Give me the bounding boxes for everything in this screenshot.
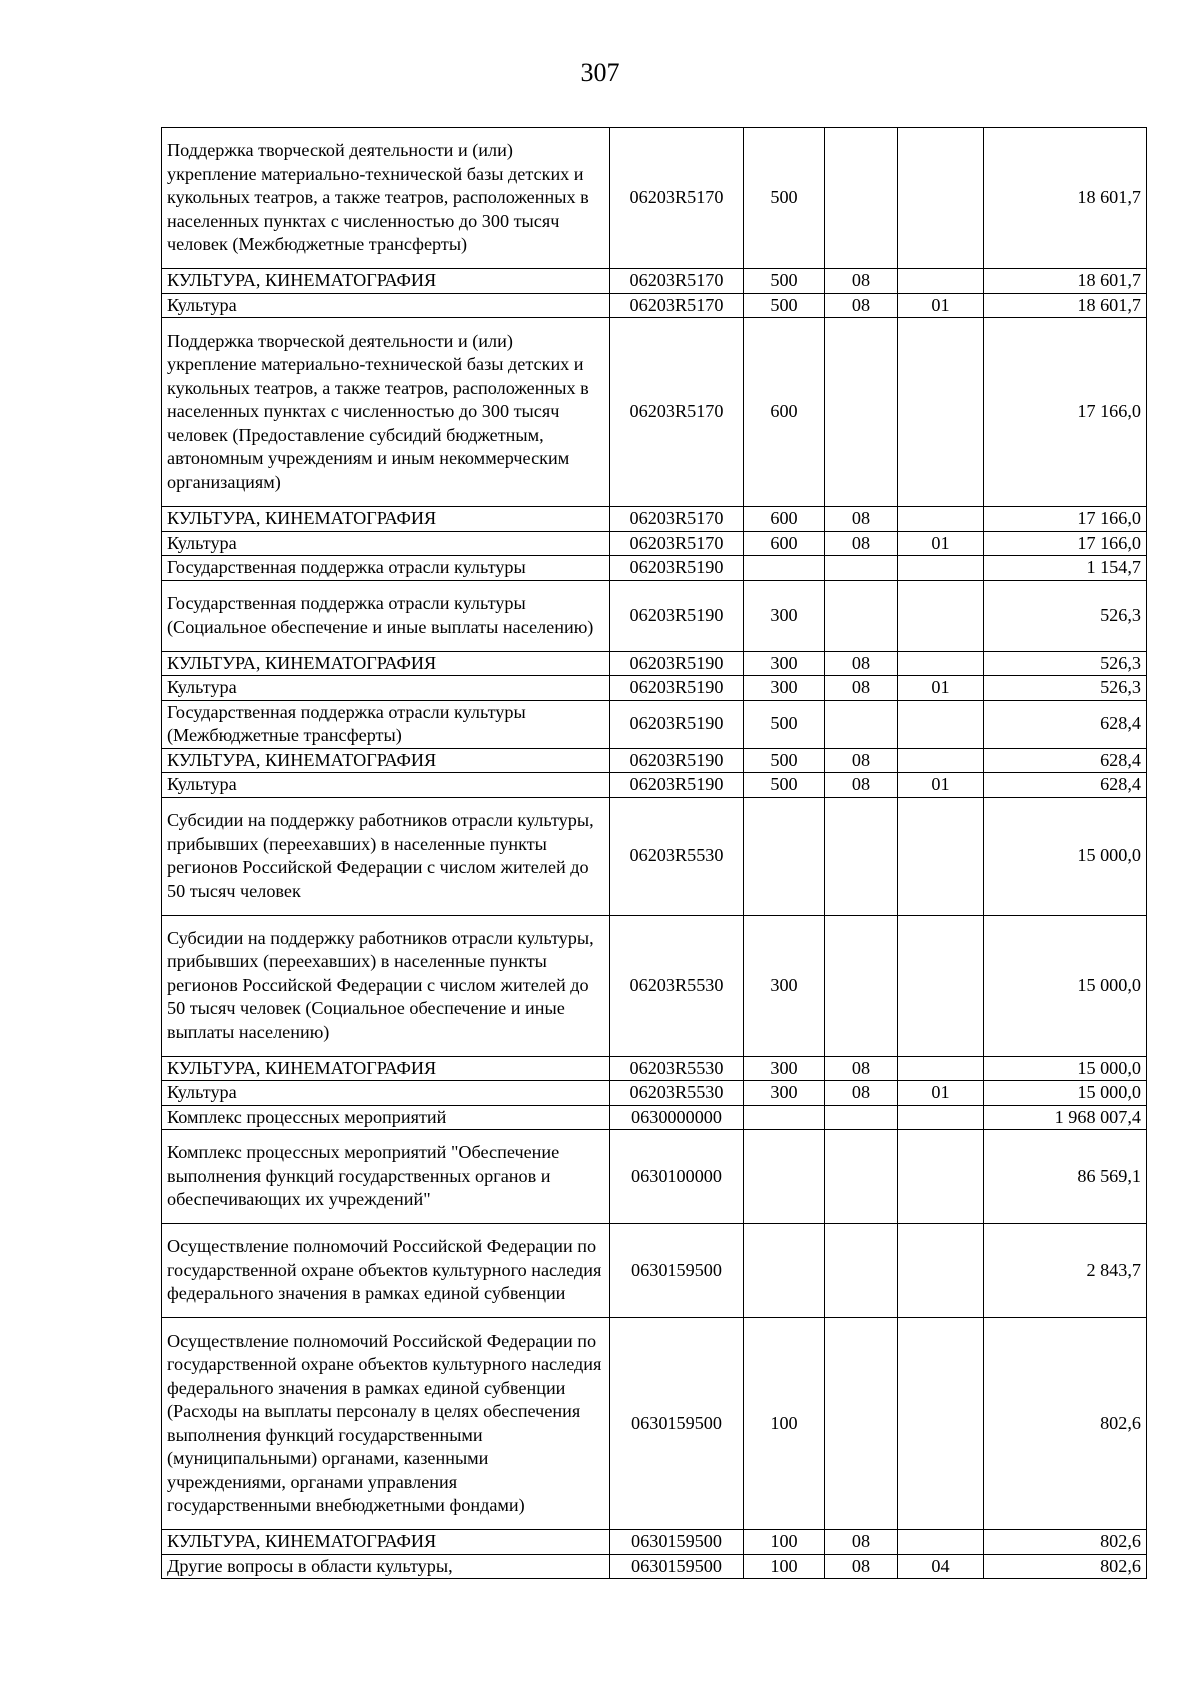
target-article-cell: 0630159500 bbox=[610, 1224, 744, 1318]
target-article-cell: 06203R5170 bbox=[610, 269, 744, 294]
target-article-cell: 06203R5190 bbox=[610, 700, 744, 748]
amount-cell: 17 166,0 bbox=[984, 507, 1147, 532]
section-cell bbox=[825, 1130, 898, 1224]
section-cell bbox=[825, 1224, 898, 1318]
subsection-cell bbox=[898, 128, 984, 269]
expense-type-cell: 500 bbox=[744, 700, 825, 748]
expense-type-cell bbox=[744, 556, 825, 581]
subsection-cell bbox=[898, 1105, 984, 1130]
table-row bbox=[162, 915, 1147, 1056]
section-cell bbox=[825, 318, 898, 507]
row-name-cell: Комплекс процессных мероприятий bbox=[162, 1105, 610, 1130]
section-cell bbox=[825, 580, 898, 651]
subsection-cell bbox=[898, 1130, 984, 1224]
expense-type-cell: 600 bbox=[744, 531, 825, 556]
section-cell bbox=[825, 128, 898, 269]
section-cell: 08 bbox=[825, 1056, 898, 1081]
amount-cell: 1 154,7 bbox=[984, 556, 1147, 581]
expense-type-cell: 300 bbox=[744, 1056, 825, 1081]
amount-cell: 15 000,0 bbox=[984, 1056, 1147, 1081]
expense-type-cell: 300 bbox=[744, 580, 825, 651]
table-row bbox=[162, 580, 1147, 651]
row-name-cell: Государственная поддержка отрасли культуры (Социальное обеспечение и иные выплаты населению) bbox=[162, 580, 610, 651]
target-article-cell: 06203R5530 bbox=[610, 915, 744, 1056]
row-name-cell: КУЛЬТУРА, КИНЕМАТОГРАФИЯ bbox=[162, 1056, 610, 1081]
row-name-cell: КУЛЬТУРА, КИНЕМАТОГРАФИЯ bbox=[162, 269, 610, 294]
target-article-cell: 06203R5530 bbox=[610, 1081, 744, 1106]
amount-cell: 628,4 bbox=[984, 773, 1147, 798]
subsection-cell bbox=[898, 1318, 984, 1530]
subsection-cell: 01 bbox=[898, 531, 984, 556]
row-name-cell: Культура bbox=[162, 293, 610, 318]
table-row bbox=[162, 318, 1147, 507]
amount-cell: 86 569,1 bbox=[984, 1130, 1147, 1224]
subsection-cell bbox=[898, 1224, 984, 1318]
table-row bbox=[162, 1530, 1147, 1555]
amount-cell: 802,6 bbox=[984, 1318, 1147, 1530]
expense-type-cell bbox=[744, 1224, 825, 1318]
table-row bbox=[162, 700, 1147, 748]
section-cell: 08 bbox=[825, 773, 898, 798]
table-row bbox=[162, 748, 1147, 773]
section-cell: 08 bbox=[825, 748, 898, 773]
page-number: 307 bbox=[580, 58, 620, 87]
target-article-cell: 0630000000 bbox=[610, 1105, 744, 1130]
amount-cell: 17 166,0 bbox=[984, 531, 1147, 556]
target-article-cell: 06203R5190 bbox=[610, 676, 744, 701]
table-row bbox=[162, 1224, 1147, 1318]
row-name-cell: Осуществление полномочий Российской Федерации по государственной охране объектов культурного наследия федерального значения в рамках единой субвенции bbox=[162, 1224, 610, 1318]
target-article-cell: 06203R5190 bbox=[610, 580, 744, 651]
subsection-cell: 01 bbox=[898, 293, 984, 318]
amount-cell: 526,3 bbox=[984, 676, 1147, 701]
row-name-cell: Государственная поддержка отрасли культуры (Межбюджетные трансферты) bbox=[162, 700, 610, 748]
section-cell bbox=[825, 1105, 898, 1130]
expense-type-cell: 100 bbox=[744, 1318, 825, 1530]
row-name-cell: Субсидии на поддержку работников отрасли культуры, прибывших (переехавших) в населенные пункты регионов Российской Федерации с числом жителей до 50 тысяч человек (Социальное обеспечение и иные выплаты населению) bbox=[162, 915, 610, 1056]
target-article-cell: 06203R5530 bbox=[610, 1056, 744, 1081]
section-cell: 08 bbox=[825, 293, 898, 318]
amount-cell: 802,6 bbox=[984, 1530, 1147, 1555]
budget-table bbox=[161, 127, 1147, 1579]
expense-type-cell bbox=[744, 1130, 825, 1224]
row-name-cell: Поддержка творческой деятельности и (или) укрепление материально-технической базы детских и кукольных театров, а также театров, расположенных в населенных пунктах с численностью до 300 тысяч человек (Предоставление субсидий бюджетным, автономным учреждениям и иным некоммерческим организациям) bbox=[162, 318, 610, 507]
table-row bbox=[162, 1081, 1147, 1106]
table-row bbox=[162, 773, 1147, 798]
section-cell: 08 bbox=[825, 1554, 898, 1579]
row-name-cell: Культура bbox=[162, 531, 610, 556]
expense-type-cell: 500 bbox=[744, 748, 825, 773]
expense-type-cell: 500 bbox=[744, 293, 825, 318]
section-cell: 08 bbox=[825, 676, 898, 701]
expense-type-cell: 100 bbox=[744, 1530, 825, 1555]
table-row bbox=[162, 269, 1147, 294]
table-row bbox=[162, 1105, 1147, 1130]
target-article-cell: 0630159500 bbox=[610, 1318, 744, 1530]
amount-cell: 17 166,0 bbox=[984, 318, 1147, 507]
subsection-cell: 01 bbox=[898, 676, 984, 701]
amount-cell: 2 843,7 bbox=[984, 1224, 1147, 1318]
row-name-cell: Поддержка творческой деятельности и (или) укрепление материально-технической базы детских и кукольных театров, а также театров, расположенных в населенных пунктах с численностью до 300 тысяч человек (Межбюджетные трансферты) bbox=[162, 128, 610, 269]
target-article-cell: 06203R5170 bbox=[610, 531, 744, 556]
section-cell bbox=[825, 700, 898, 748]
target-article-cell: 06203R5190 bbox=[610, 748, 744, 773]
subsection-cell: 04 bbox=[898, 1554, 984, 1579]
target-article-cell: 06203R5190 bbox=[610, 556, 744, 581]
section-cell bbox=[825, 797, 898, 915]
subsection-cell bbox=[898, 915, 984, 1056]
expense-type-cell: 600 bbox=[744, 318, 825, 507]
amount-cell: 526,3 bbox=[984, 580, 1147, 651]
amount-cell: 18 601,7 bbox=[984, 269, 1147, 294]
target-article-cell: 06203R5170 bbox=[610, 293, 744, 318]
section-cell: 08 bbox=[825, 507, 898, 532]
expense-type-cell: 500 bbox=[744, 269, 825, 294]
expense-type-cell: 300 bbox=[744, 1081, 825, 1106]
amount-cell: 1 968 007,4 bbox=[984, 1105, 1147, 1130]
amount-cell: 628,4 bbox=[984, 748, 1147, 773]
expense-type-cell: 100 bbox=[744, 1554, 825, 1579]
expense-type-cell: 300 bbox=[744, 651, 825, 676]
expense-type-cell bbox=[744, 797, 825, 915]
row-name-cell: Субсидии на поддержку работников отрасли культуры, прибывших (переехавших) в населенные пункты регионов Российской Федерации с числом жителей до 50 тысяч человек bbox=[162, 797, 610, 915]
row-name-cell: КУЛЬТУРА, КИНЕМАТОГРАФИЯ bbox=[162, 651, 610, 676]
subsection-cell bbox=[898, 651, 984, 676]
amount-cell: 628,4 bbox=[984, 700, 1147, 748]
target-article-cell: 06203R5190 bbox=[610, 773, 744, 798]
table-row bbox=[162, 676, 1147, 701]
subsection-cell bbox=[898, 748, 984, 773]
table-row bbox=[162, 797, 1147, 915]
section-cell bbox=[825, 1318, 898, 1530]
subsection-cell bbox=[898, 580, 984, 651]
amount-cell: 15 000,0 bbox=[984, 1081, 1147, 1106]
subsection-cell bbox=[898, 1056, 984, 1081]
table-row bbox=[162, 1318, 1147, 1530]
subsection-cell bbox=[898, 556, 984, 581]
expense-type-cell: 600 bbox=[744, 507, 825, 532]
expense-type-cell: 300 bbox=[744, 915, 825, 1056]
table-row bbox=[162, 1130, 1147, 1224]
table-row bbox=[162, 531, 1147, 556]
amount-cell: 802,6 bbox=[984, 1554, 1147, 1579]
amount-cell: 15 000,0 bbox=[984, 797, 1147, 915]
target-article-cell: 06203R5170 bbox=[610, 318, 744, 507]
row-name-cell: Культура bbox=[162, 773, 610, 798]
expense-type-cell: 500 bbox=[744, 128, 825, 269]
table-row bbox=[162, 556, 1147, 581]
section-cell: 08 bbox=[825, 651, 898, 676]
section-cell bbox=[825, 915, 898, 1056]
row-name-cell: Другие вопросы в области культуры, bbox=[162, 1554, 610, 1579]
amount-cell: 18 601,7 bbox=[984, 128, 1147, 269]
table-row bbox=[162, 1056, 1147, 1081]
row-name-cell: КУЛЬТУРА, КИНЕМАТОГРАФИЯ bbox=[162, 748, 610, 773]
table-row bbox=[162, 507, 1147, 532]
table-row bbox=[162, 651, 1147, 676]
target-article-cell: 06203R5170 bbox=[610, 128, 744, 269]
row-name-cell: Осуществление полномочий Российской Федерации по государственной охране объектов культурного наследия федерального значения в рамках единой субвенции (Расходы на выплаты персоналу в целях обеспечения выполнения функций государственными (муниципальными) органами, казенными учреждениями, органами управления государственными внебюджетными фондами) bbox=[162, 1318, 610, 1530]
subsection-cell bbox=[898, 269, 984, 294]
target-article-cell: 0630159500 bbox=[610, 1530, 744, 1555]
table-row bbox=[162, 128, 1147, 269]
section-cell: 08 bbox=[825, 531, 898, 556]
section-cell: 08 bbox=[825, 269, 898, 294]
expense-type-cell: 300 bbox=[744, 676, 825, 701]
subsection-cell bbox=[898, 318, 984, 507]
target-article-cell: 0630159500 bbox=[610, 1554, 744, 1579]
target-article-cell: 06203R5190 bbox=[610, 651, 744, 676]
section-cell: 08 bbox=[825, 1081, 898, 1106]
expense-type-cell bbox=[744, 1105, 825, 1130]
row-name-cell: КУЛЬТУРА, КИНЕМАТОГРАФИЯ bbox=[162, 1530, 610, 1555]
target-article-cell: 06203R5170 bbox=[610, 507, 744, 532]
subsection-cell bbox=[898, 797, 984, 915]
target-article-cell: 0630100000 bbox=[610, 1130, 744, 1224]
amount-cell: 15 000,0 bbox=[984, 915, 1147, 1056]
table-row bbox=[162, 1554, 1147, 1579]
section-cell bbox=[825, 556, 898, 581]
expense-type-cell: 500 bbox=[744, 773, 825, 798]
target-article-cell: 06203R5530 bbox=[610, 797, 744, 915]
subsection-cell bbox=[898, 507, 984, 532]
row-name-cell: Государственная поддержка отрасли культуры bbox=[162, 556, 610, 581]
section-cell: 08 bbox=[825, 1530, 898, 1555]
amount-cell: 18 601,7 bbox=[984, 293, 1147, 318]
budget-table-body bbox=[162, 128, 1147, 1579]
row-name-cell: Комплекс процессных мероприятий "Обеспечение выполнения функций государственных органов и обеспечивающих их учреждений" bbox=[162, 1130, 610, 1224]
subsection-cell bbox=[898, 700, 984, 748]
subsection-cell: 01 bbox=[898, 1081, 984, 1106]
row-name-cell: Культура bbox=[162, 676, 610, 701]
subsection-cell bbox=[898, 1530, 984, 1555]
amount-cell: 526,3 bbox=[984, 651, 1147, 676]
row-name-cell: КУЛЬТУРА, КИНЕМАТОГРАФИЯ bbox=[162, 507, 610, 532]
table-row bbox=[162, 293, 1147, 318]
row-name-cell: Культура bbox=[162, 1081, 610, 1106]
subsection-cell: 01 bbox=[898, 773, 984, 798]
